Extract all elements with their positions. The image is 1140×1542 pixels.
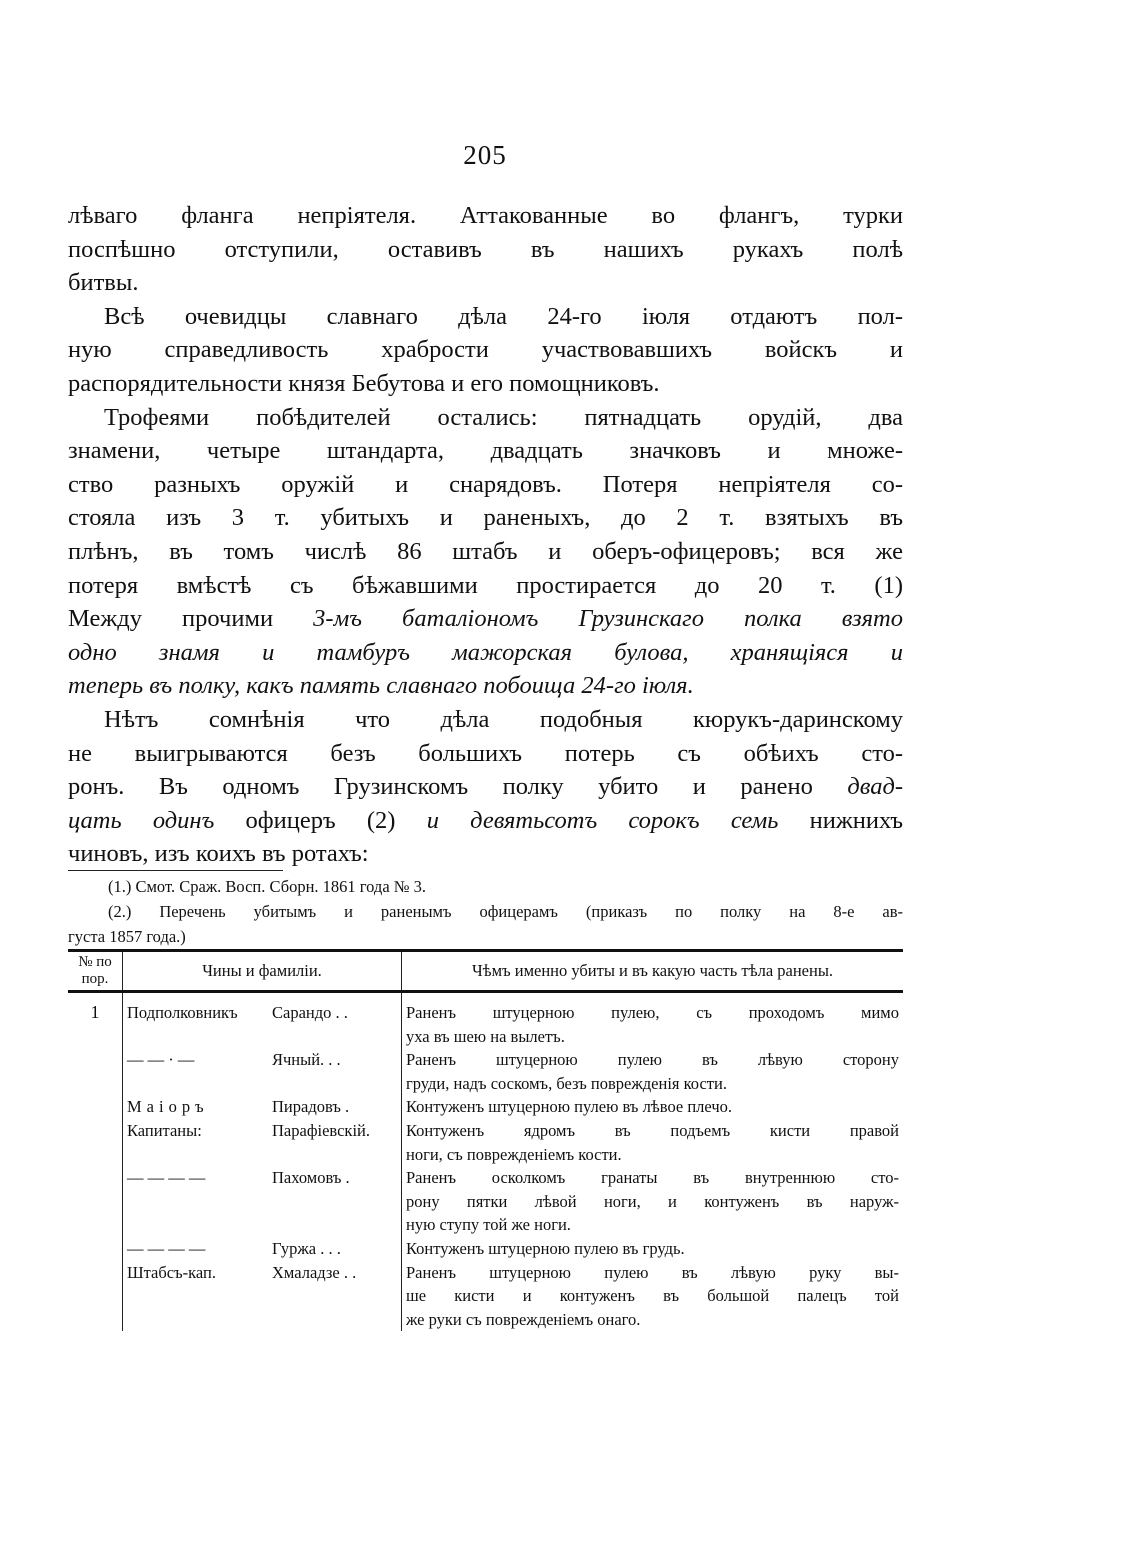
text-segment: нижнихъ	[778, 806, 903, 834]
table-row	[68, 1095, 903, 1119]
row-rank-name	[123, 1095, 402, 1119]
text-segment: ную справедливость храбрости участвовавшихъ войскъ и	[68, 336, 903, 364]
description-line: груди, надъ соскомъ, безъ поврежденія кости.	[406, 1073, 727, 1093]
description-line: уха въ шею на вылетъ.	[406, 1026, 565, 1046]
paragraph	[68, 199, 903, 300]
rank: — — — —	[127, 1238, 206, 1258]
row-number	[68, 1119, 123, 1166]
header-wounds: Чѣмъ именно убиты и въ какую часть тѣла ранены.	[402, 951, 904, 992]
row-number: 1	[68, 992, 123, 1049]
description-line: Контуженъ штуцерною пулею въ лѣвое плечо.	[406, 1097, 732, 1117]
row-number	[68, 1048, 123, 1095]
row-rank-name	[123, 1237, 402, 1261]
text-line	[68, 401, 903, 435]
description-line: ноги, съ поврежденіемъ кости.	[406, 1144, 622, 1164]
text-line	[68, 434, 903, 468]
italic-text: теперь въ полку, какъ память славнаго побоища 24-го іюля.	[68, 672, 694, 700]
row-number	[68, 1166, 123, 1237]
row-rank-name	[123, 1166, 402, 1237]
text-segment: не выигрываются безъ большихъ потерь съ обѣихъ сто-	[68, 739, 903, 767]
text-line	[68, 333, 903, 367]
footnotes	[68, 874, 903, 949]
description-line: Раненъ штуцерною пулею въ лѣвую сторону	[406, 1050, 899, 1070]
description-line: Контуженъ штуцерною пулею въ грудь.	[406, 1238, 685, 1258]
page-number: 205	[463, 140, 507, 170]
surname: Парафіевскій.	[272, 1120, 370, 1140]
text-segment: ство разныхъ оружій и снарядовъ. Потеря непріятеля со-	[68, 470, 903, 498]
text-line	[68, 669, 903, 703]
text-segment: поспѣшно отступили, оставивъ въ нашихъ рукахъ полѣ	[68, 235, 903, 263]
paragraph	[68, 703, 903, 871]
rank: Маіоръ	[127, 1097, 209, 1117]
text-segment: Нѣтъ сомнѣнія что дѣла подобныя кюрукъ-даринскому	[104, 705, 903, 733]
row-number	[68, 1261, 123, 1332]
text-segment: ронъ. Въ одномъ Грузинскомъ полку убито и ранено	[68, 773, 848, 801]
text-line	[68, 266, 903, 300]
description-line: Раненъ осколкомъ гранаты въ внутреннюю сто-	[406, 1168, 899, 1188]
row-rank-name	[123, 1048, 402, 1095]
footnote-line: (2.) Перечень убитымъ и раненымъ офицерамъ (приказъ по полку на 8-е ав-	[108, 902, 903, 921]
italic-text: 3-мъ баталіономъ Грузинскаго полка взято	[313, 605, 903, 633]
table-row	[68, 1119, 903, 1166]
italic-text: одно знамя и тамбуръ мажорская булова, хранящіяся и	[68, 638, 903, 666]
description-line: же руки съ поврежденіемъ онаго.	[406, 1309, 641, 1329]
table-header-row	[68, 951, 903, 992]
text-segment: битвы.	[68, 269, 139, 297]
rank: — — · —	[127, 1050, 195, 1070]
description-line: Контуженъ ядромъ въ подъемъ кисти правой	[406, 1120, 899, 1140]
description-line: Раненъ штуцерною пулею, съ проходомъ мимо	[406, 1003, 899, 1022]
wound-description	[402, 1048, 904, 1095]
table-row	[68, 992, 903, 1049]
surname: Гуржа . . .	[272, 1238, 341, 1258]
header-number: № по пор.	[68, 951, 123, 992]
text-segment: Всѣ очевидцы славнаго дѣла 24-го іюля отдаютъ пол-	[104, 302, 903, 330]
surname: Ячный. . .	[272, 1050, 341, 1070]
wound-description	[402, 992, 904, 1049]
text-segment: плѣнъ, въ томъ числѣ 86 штабъ и оберъ-офицеровъ; вся же	[68, 537, 903, 565]
text-line	[68, 300, 903, 334]
wound-description	[402, 1119, 904, 1166]
text-line	[68, 569, 903, 603]
text-segment: потеря вмѣстѣ съ бѣжавшими простирается до 20 т. (1)	[68, 571, 903, 599]
text-segment: Трофеями побѣдителей остались: пятнадцать орудій, два	[104, 403, 903, 431]
italic-text: цать одинъ	[68, 806, 215, 834]
text-line	[68, 770, 903, 804]
text-line	[68, 468, 903, 502]
text-line	[68, 737, 903, 771]
text-line	[68, 703, 903, 737]
text-line	[68, 636, 903, 670]
text-line	[68, 602, 903, 636]
text-segment: знамени, четыре штандарта, двадцать значковъ и множе-	[68, 437, 903, 465]
footnote-line: густа 1857 года.)	[68, 927, 186, 946]
wound-description	[402, 1095, 904, 1119]
header-ranks-names: Чины и фамиліи.	[123, 951, 402, 992]
row-rank-name	[123, 992, 402, 1049]
wound-description	[402, 1261, 904, 1332]
paragraph	[68, 401, 903, 703]
rank: Штабсъ-кап.	[127, 1262, 216, 1282]
text-segment: офицеръ (2)	[214, 806, 427, 834]
text-line	[68, 837, 903, 871]
text-line	[68, 501, 903, 535]
description-line: ную ступу той же ноги.	[406, 1215, 571, 1235]
text-segment: распорядительности князя Бебутова и его помощниковъ.	[68, 369, 660, 397]
surname: Пирадовъ .	[272, 1097, 350, 1117]
text-line	[68, 199, 903, 233]
row-number	[68, 1237, 123, 1261]
text-segment: Между прочими	[68, 605, 314, 633]
text-segment: стояла изъ 3 т. убитыхъ и раненыхъ, до 2 т. взятыхъ въ	[68, 504, 903, 532]
surname: Хмаладзе . .	[272, 1262, 357, 1282]
table-row	[68, 1166, 903, 1237]
italic-text: и девятьсотъ сорокъ семь	[426, 806, 779, 834]
text-segment: чиновъ, изъ коихъ въ ротахъ:	[68, 840, 369, 868]
rank: — — — —	[127, 1168, 206, 1188]
footnote-line: (1.) Смот. Сраж. Восп. Сборн. 1861 года № 3.	[108, 877, 427, 896]
rank: Подполковникъ	[127, 1003, 238, 1022]
description-line: ше кисти и контуженъ въ большой палецъ той	[406, 1286, 899, 1306]
row-rank-name	[123, 1261, 402, 1332]
text-line	[68, 535, 903, 569]
surname: Сарандо . .	[272, 1003, 348, 1022]
description-line: Раненъ штуцерною пулею въ лѣвую руку вы-	[406, 1262, 899, 1282]
footnote-rule	[68, 870, 283, 871]
surname: Пахомовъ .	[272, 1168, 350, 1188]
row-number	[68, 1095, 123, 1119]
row-rank-name	[123, 1119, 402, 1166]
table-row	[68, 1237, 903, 1261]
description-line: рону пятки лѣвой ноги, и контуженъ въ наруж-	[406, 1191, 899, 1211]
text-line	[68, 367, 903, 401]
italic-text: двад-	[847, 773, 903, 801]
wound-description	[402, 1166, 904, 1237]
table-row	[68, 1048, 903, 1095]
text-segment: лѣваго фланга непріятеля. Аттакованные во флангъ, турки	[68, 202, 903, 229]
wound-description	[402, 1237, 904, 1261]
table-row	[68, 1261, 903, 1332]
body-text	[68, 199, 903, 871]
rank: Капитаны:	[127, 1120, 202, 1140]
casualty-table	[68, 949, 903, 1331]
text-line	[68, 233, 903, 267]
paragraph	[68, 300, 903, 401]
text-line	[68, 804, 903, 838]
